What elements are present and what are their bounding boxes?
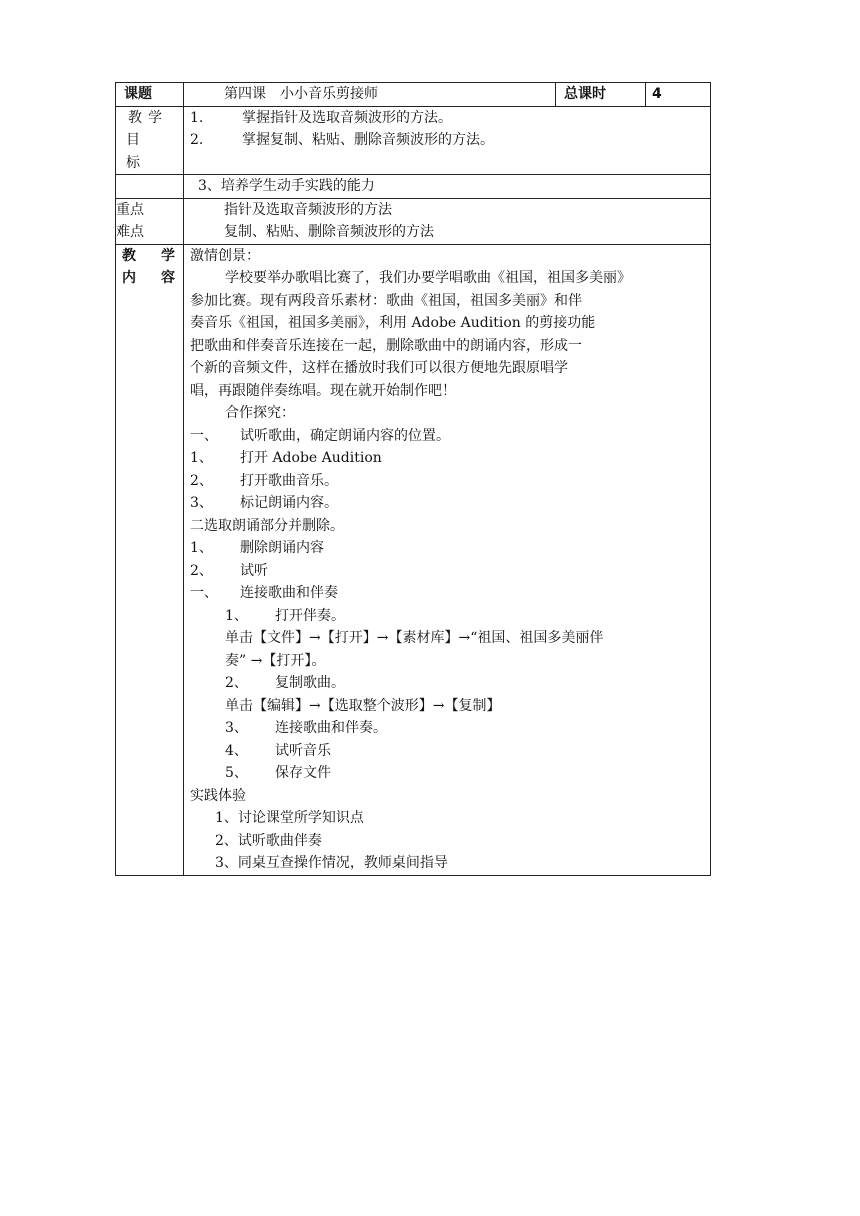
- hours-value: 4: [646, 83, 711, 107]
- list-item: [190, 762, 702, 785]
- list-item: [190, 740, 702, 763]
- content-label-char: 教: [122, 247, 136, 264]
- practice-item: 1、讨论课堂所学知识点: [215, 810, 364, 826]
- keypoints-content: [184, 198, 711, 244]
- list-item: [190, 717, 702, 740]
- item-text: 打开伴奏。: [275, 607, 345, 624]
- content-row: [116, 244, 711, 875]
- section-heading: 二选取朗诵部分并删除。: [190, 517, 344, 534]
- section-text: 试听歌曲，确定朗诵内容的位置。: [240, 427, 450, 444]
- header-row: [116, 83, 711, 107]
- item-text: 试听: [240, 562, 268, 579]
- content-body: [184, 244, 711, 875]
- practice-item: 2、试听歌曲伴奏: [215, 832, 322, 849]
- hours-label: 总课时: [556, 83, 646, 107]
- keypoints-label-line2: 难点: [116, 224, 144, 240]
- list-item: [190, 470, 702, 493]
- topic-value: 第四课 小小音乐剪接师: [184, 83, 556, 107]
- intro-line: 学校要举办歌唱比赛了，我们办要学唱歌曲《祖国，祖国多美丽》: [225, 270, 631, 286]
- intro-line: 唱，再跟随伴奏练唱。现在就开始制作吧！: [190, 382, 456, 399]
- item-text: 试听音乐: [275, 742, 331, 759]
- item-num: 3、: [190, 495, 213, 511]
- list-item: [190, 537, 702, 560]
- goals-row: [116, 106, 711, 175]
- section-num: 一、: [190, 427, 218, 444]
- lesson-plan-sheet: [115, 82, 710, 876]
- item-text: 标记朗诵内容。: [240, 495, 338, 511]
- section-heading: [190, 425, 702, 448]
- item-text: 打开歌曲音乐。: [240, 472, 338, 489]
- goal-text: 掌握指针及选取音频波形的方法。: [242, 109, 452, 126]
- goal-item: [190, 129, 710, 152]
- goals-label: [116, 106, 184, 175]
- practice-heading: 实践体验: [190, 787, 246, 804]
- item-num: 1、: [190, 450, 213, 466]
- goal-num: 1.: [190, 109, 204, 126]
- section-text: 连接歌曲和伴奏: [240, 585, 338, 601]
- section-heading: [190, 582, 702, 605]
- list-item: [190, 447, 702, 470]
- lesson-plan-table: [115, 82, 711, 876]
- item-num: 4、: [225, 742, 248, 759]
- goal-num: 2.: [190, 132, 204, 148]
- intro-line: 个新的音频文件，这样在播放时我们可以很方便地先跟原唱学: [190, 360, 568, 376]
- goals-label-continued: [116, 175, 184, 199]
- content-label-line1: [116, 245, 183, 268]
- item-num: 3、: [225, 720, 248, 736]
- intro-line: 参加比赛。现有两段音乐素材：歌曲《祖国，祖国多美丽》和伴: [190, 292, 582, 309]
- content-label-char: 学: [161, 247, 175, 264]
- item-text: 删除朗诵内容: [240, 540, 324, 556]
- content-label: [116, 244, 184, 875]
- practice-item: 3、同桌互查操作情况，教师桌间指导: [215, 855, 448, 871]
- step-detail: 单击【编辑】→【选取整个波形】→【复制】: [225, 697, 501, 714]
- list-item: [190, 605, 702, 628]
- explore-heading: 合作探究：: [225, 405, 295, 421]
- list-item: [190, 492, 702, 515]
- item-num: 2、: [190, 472, 213, 489]
- content-label-char: 内: [122, 270, 136, 286]
- goals-label-line2: 目标: [126, 132, 160, 171]
- section-num: 一、: [190, 585, 218, 601]
- goals-label-line1: 教学: [128, 109, 168, 126]
- goal-item: [190, 107, 710, 130]
- item-num: 1、: [190, 540, 213, 556]
- list-item: [190, 560, 702, 583]
- intro-line: 把歌曲和伴奏音乐连接在一起，删除歌曲中的朗诵内容，形成一: [190, 337, 582, 354]
- goal-item-3: 3、培养学生动手实践的能力: [184, 175, 711, 199]
- step-detail: 奏” →【打开】。: [225, 652, 326, 669]
- item-num: 5、: [225, 765, 248, 781]
- keypoints-label: [116, 198, 184, 244]
- intro-heading: 激情创景：: [190, 247, 260, 264]
- goals-row-3: [116, 175, 711, 199]
- keypoints-label-line1: 重点: [116, 201, 144, 218]
- goal-text: 掌握复制、粘贴、删除音频波形的方法。: [242, 132, 494, 148]
- goals-content: [184, 106, 711, 175]
- list-item: [190, 672, 702, 695]
- item-num: 2、: [225, 675, 248, 691]
- topic-label: 课题: [116, 83, 184, 107]
- keypoint-item: 复制、粘贴、删除音频波形的方法: [224, 224, 434, 240]
- content-label-char: 容: [161, 270, 175, 286]
- item-text: 保存文件: [275, 765, 331, 781]
- keypoints-row: [116, 198, 711, 244]
- item-num: 1、: [225, 607, 248, 624]
- item-text: 复制歌曲。: [275, 675, 345, 691]
- step-detail: 单击【文件】→【打开】→【素材库】→“祖国、祖国多美丽伴: [225, 630, 604, 646]
- content-label-line2: [116, 267, 183, 290]
- intro-line: 奏音乐《祖国，祖国多美丽》，利用 Adobe Audition 的剪接功能: [190, 315, 596, 331]
- item-text: 打开 Adobe Audition: [240, 450, 382, 466]
- item-num: 2、: [190, 562, 213, 579]
- keypoint-item: 指针及选取音频波形的方法: [224, 201, 392, 218]
- item-text: 连接歌曲和伴奏。: [275, 720, 387, 736]
